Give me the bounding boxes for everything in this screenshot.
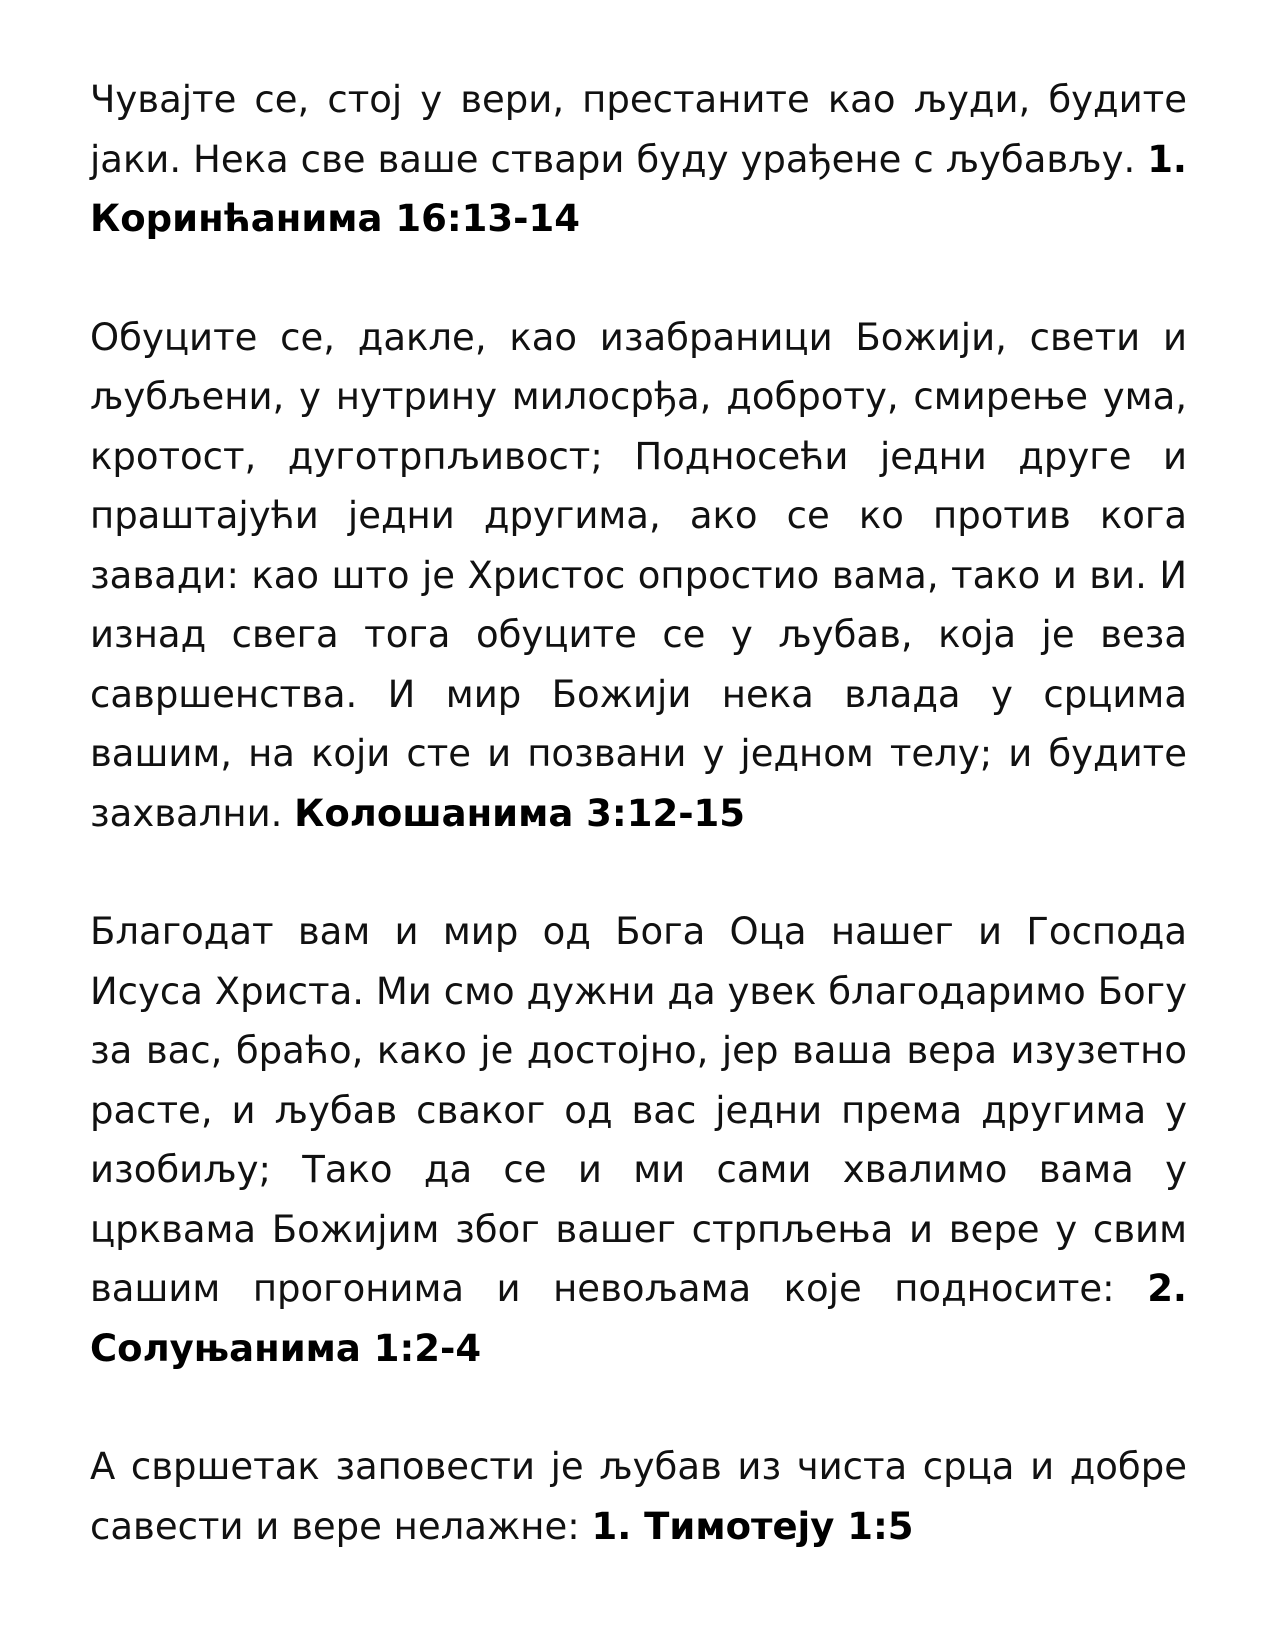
verse-reference: 1. Тимотеју 1:5: [591, 1504, 914, 1548]
verse-text: Обуците се, дакле, као изабраници Божији, свети и љубљени, у нутрину милосрђа, доброту, смирење ума, кротост, дуготрпљивост; Подносећи једни друге и праштајући једни другима, ако се ко против кога завади: као што је Христос опростио вама, тако и ви. И изнад свега тога обуците се у љубав, која је веза савршенства. И мир Божији нека влада у срцима вашим, на који сте и позвани у једном телу; и будите захвални.: [90, 315, 1187, 835]
verse-text: Благодат вам и мир од Бога Оца нашег и Господа Исуса Христа. Ми смо дужни да увек благодаримо Богу за вас, браћо, како је достојно, јер ваша вера изузетно расте, и љубав сваког од вас једни према другима у изобиљу; Тако да се и ми сами хвалимо вама у црквама Божијим због вашег стрпљења и вере у свим вашим прогонима и невољама које подносите:: [90, 910, 1187, 1310]
verse-passage: [90, 308, 1187, 844]
verse-reference: 2. Солуњанима 1:2-4: [90, 1267, 1187, 1370]
verse-passage: [90, 70, 1187, 249]
verse-reference: Колошанима 3:12-15: [294, 791, 746, 835]
verse-passage: [90, 902, 1187, 1378]
verse-text: А свршетак заповести је љубав из чиста срца и добре савести и вере нелажне:: [90, 1445, 1187, 1548]
verse-reference: 1. Коринћанима 16:13-14: [90, 137, 1187, 240]
verse-passage: [90, 1437, 1187, 1556]
document-page: [90, 70, 1187, 1615]
verse-text: Чувајте се, стој у вери, престаните као људи, будите јаки. Нека све ваше ствари буду урађене с љубављу.: [90, 78, 1187, 181]
